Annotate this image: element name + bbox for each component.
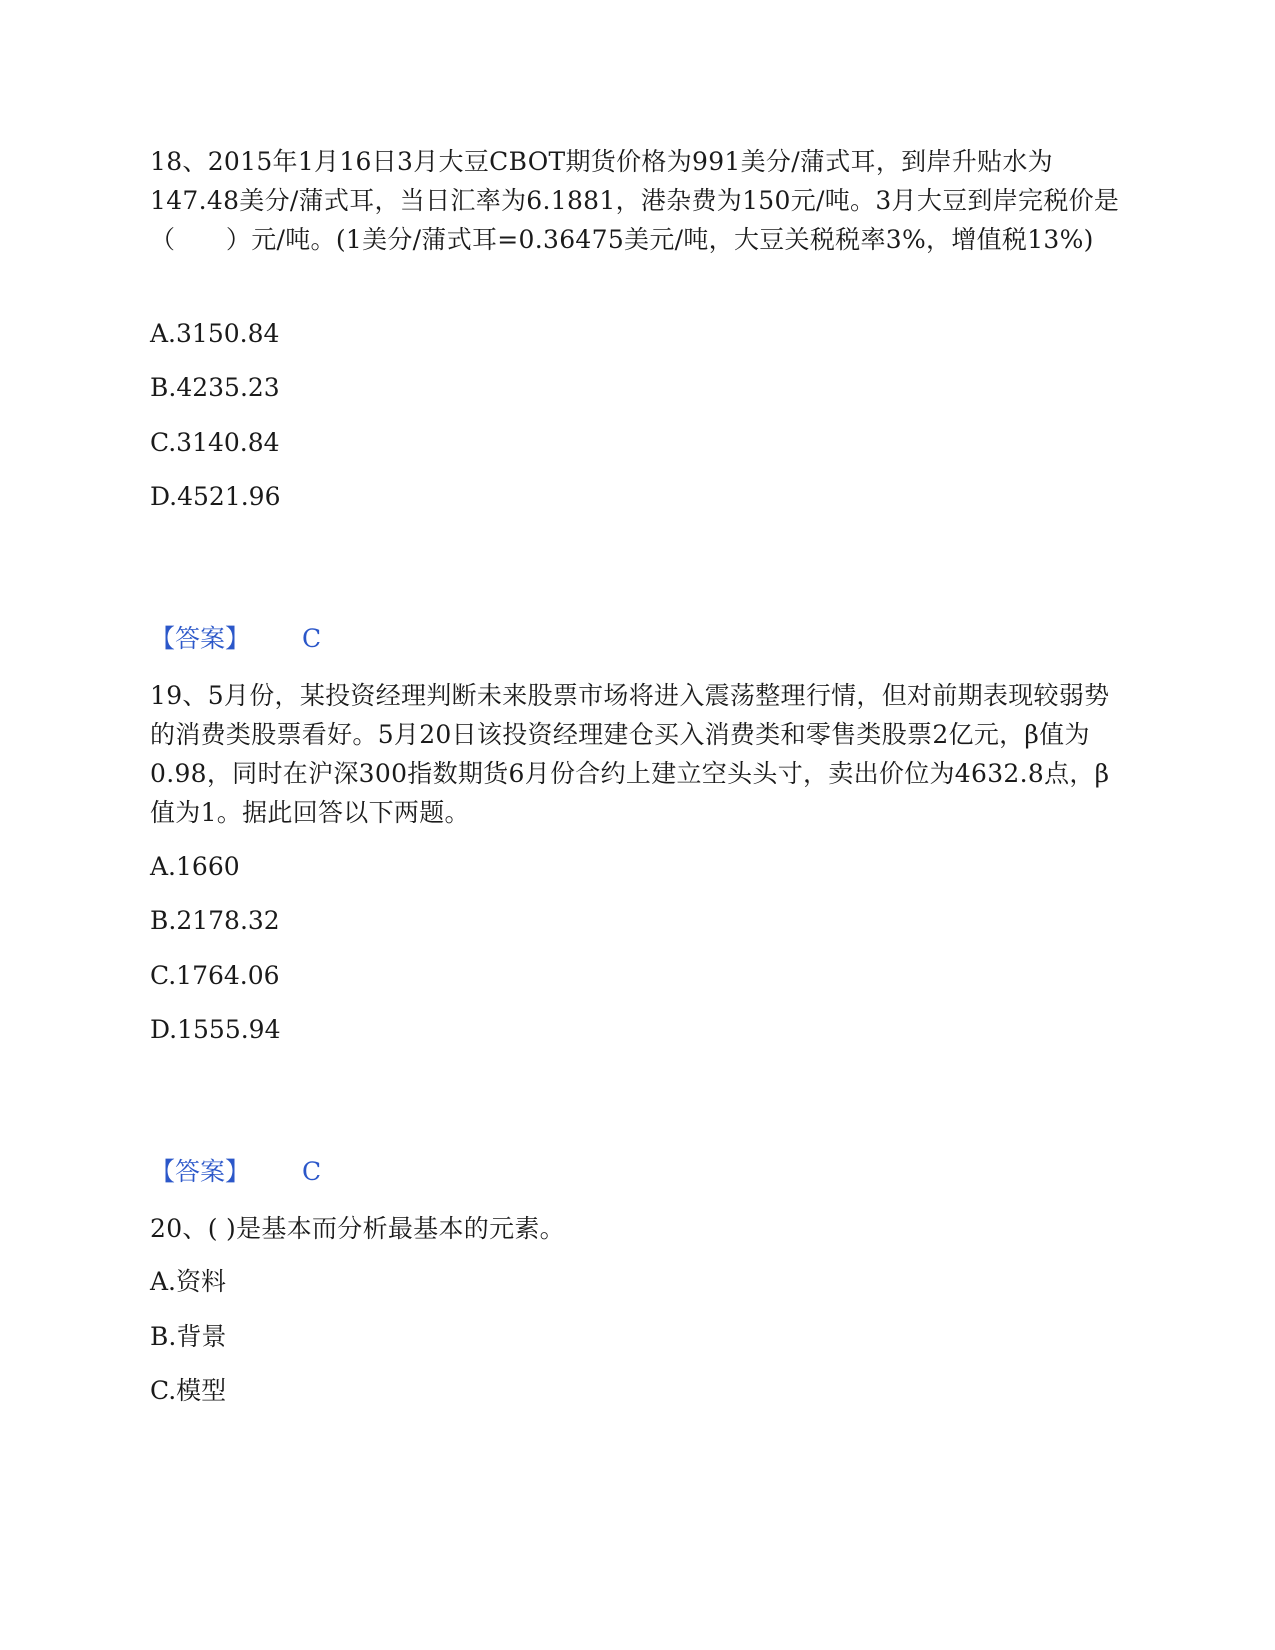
answer-value: C: [302, 1157, 322, 1186]
question-20-option-c: C.模型: [150, 1376, 227, 1405]
question-20-stem: 20、( )是基本而分析最基本的元素。: [150, 1214, 565, 1243]
document-page: [150, 0, 1125, 1650]
question-20-option-a: A.资料: [150, 1267, 227, 1296]
question-19-option-d: D.1555.94: [150, 1015, 281, 1044]
question-18-option-c: C.3140.84: [150, 428, 280, 457]
question-19-option-c: C.1764.06: [150, 961, 280, 990]
question-18-option-b: B.4235.23: [150, 373, 280, 402]
answer-value: C: [302, 624, 322, 653]
question-20-option-b: B.背景: [150, 1322, 227, 1351]
answer-label: 【答案】: [150, 1157, 251, 1186]
question-18-answer: [150, 623, 321, 655]
question-18-stem: 18、2015年1月16日3月大豆CBOT期货价格为991美分/蒲式耳，到岸升贴水为147.48美分/蒲式耳，当日汇率为6.1881，港杂费为150元/吨。3月大豆到岸完税价是（ ）元/吨。(1美分/蒲式耳=0.36475美元/吨，大豆关税税率3%，增值税13%): [150, 147, 1120, 254]
question-19-option-a: A.1660: [150, 852, 240, 881]
question-18-option-a: A.3150.84: [150, 319, 280, 348]
question-19-stem: 19、5月份，某投资经理判断未来股票市场将进入震荡整理行情，但对前期表现较弱势的消费类股票看好。5月20日该投资经理建仓买入消费类和零售类股票2亿元，β值为0.98，同时在沪深300指数期货6月份合约上建立空头头寸，卖出价位为4632.8点，β值为1。据此回答以下两题。: [150, 681, 1110, 827]
question-18-option-d: D.4521.96: [150, 482, 281, 511]
answer-label: 【答案】: [150, 624, 251, 653]
question-19-option-b: B.2178.32: [150, 906, 280, 935]
question-19-answer: [150, 1156, 321, 1188]
